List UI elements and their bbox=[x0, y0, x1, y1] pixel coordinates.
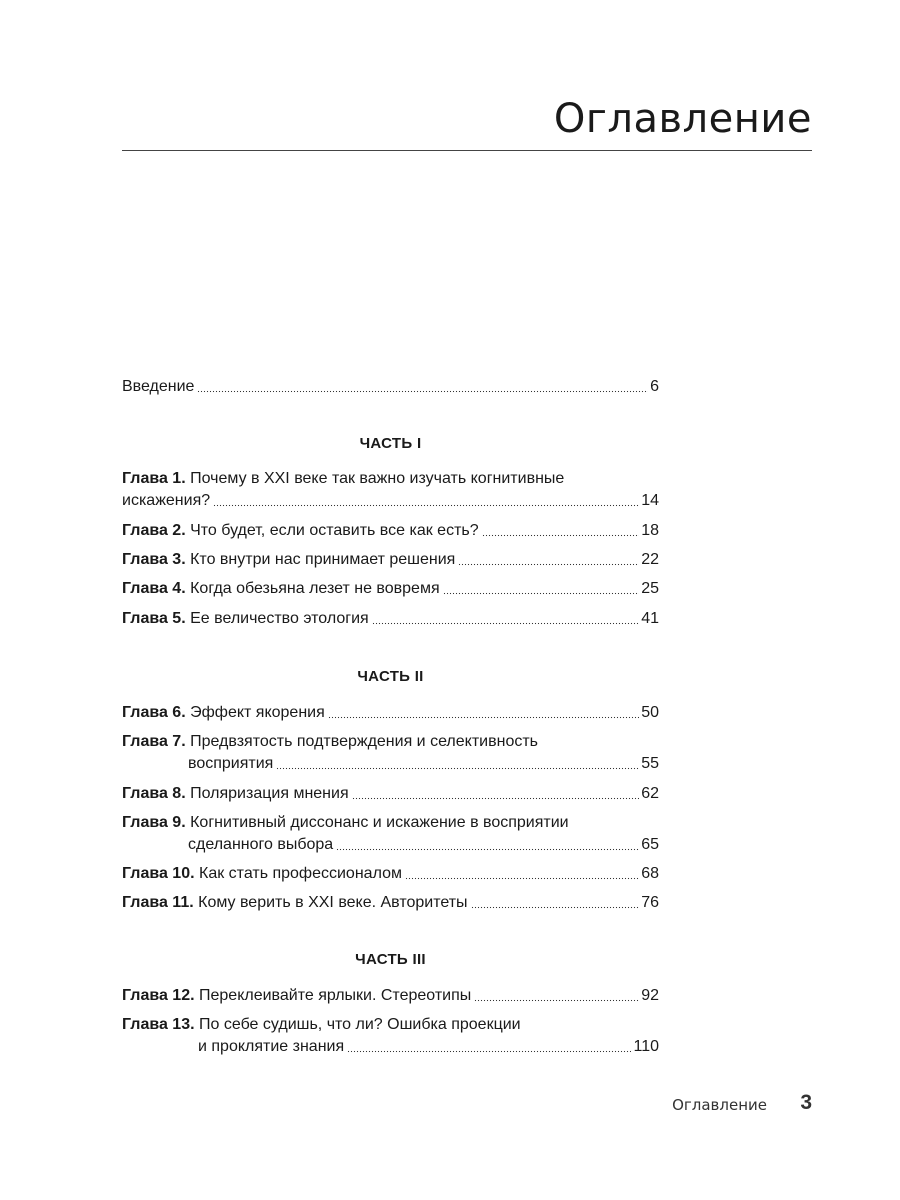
toc-entry-chapter-10[interactable] bbox=[122, 863, 659, 885]
toc-entry-chapter-1[interactable] bbox=[122, 468, 659, 512]
chapter-number: Глава 10. bbox=[122, 865, 195, 882]
part-heading-2: ЧАСТЬ II bbox=[357, 668, 424, 685]
entry-page: 6 bbox=[650, 378, 659, 395]
chapter-number: Глава 7. bbox=[122, 733, 186, 750]
toc-entry-chapter-12[interactable] bbox=[122, 985, 659, 1007]
part-heading-1: ЧАСТЬ I bbox=[359, 435, 422, 452]
chapter-title: Поляризация мнения bbox=[190, 785, 349, 802]
chapter-title: Когнитивный диссонанс и искажение в восприятии bbox=[190, 814, 569, 831]
chapter-number: Глава 8. bbox=[122, 785, 186, 802]
entry-page: 68 bbox=[641, 865, 659, 882]
chapter-title: Кто внутри нас принимает решения bbox=[190, 551, 456, 568]
chapter-number: Глава 3. bbox=[122, 551, 186, 568]
chapter-title: Предвзятость подтверждения и селективность bbox=[190, 733, 539, 750]
chapter-number: Глава 9. bbox=[122, 814, 186, 831]
leader-dots bbox=[482, 534, 640, 537]
entry-page: 110 bbox=[633, 1038, 659, 1055]
chapter-number: Глава 13. bbox=[122, 1016, 195, 1033]
title-divider bbox=[122, 150, 812, 151]
toc-entry-chapter-7[interactable] bbox=[122, 731, 659, 775]
chapter-title: Как стать профессионалом bbox=[199, 865, 402, 882]
toc-entry-chapter-9[interactable] bbox=[122, 812, 659, 856]
chapter-title: Кому верить в XXI веке. Авторитеты bbox=[198, 894, 468, 911]
entry-page: 22 bbox=[641, 551, 659, 568]
toc-entry-chapter-13[interactable] bbox=[122, 1014, 659, 1058]
leader-dots bbox=[458, 563, 639, 566]
page-title: Оглавление bbox=[553, 96, 812, 142]
chapter-number: Глава 5. bbox=[122, 610, 186, 627]
entry-page: 62 bbox=[641, 785, 659, 802]
toc-entry-chapter-5[interactable] bbox=[122, 608, 659, 630]
chapter-number: Глава 1. bbox=[122, 470, 186, 487]
chapter-number: Глава 12. bbox=[122, 987, 195, 1004]
entry-page: 41 bbox=[641, 610, 659, 627]
chapter-title: Эффект якорения bbox=[190, 704, 325, 721]
leader-dots bbox=[336, 848, 639, 851]
chapter-title-continued: искажения? bbox=[122, 492, 211, 509]
entry-page: 50 bbox=[641, 704, 659, 721]
toc-entry-chapter-8[interactable] bbox=[122, 783, 659, 805]
entry-page: 14 bbox=[641, 492, 659, 509]
leader-dots bbox=[443, 592, 640, 595]
leader-dots bbox=[352, 797, 640, 800]
leader-dots bbox=[276, 767, 639, 770]
chapter-title-continued: сделанного выбора bbox=[188, 836, 334, 853]
leader-dots bbox=[328, 716, 639, 719]
toc-entry-chapter-11[interactable] bbox=[122, 892, 659, 914]
running-footer-title: Оглавление bbox=[672, 1096, 767, 1114]
leader-dots bbox=[471, 906, 640, 909]
chapter-title-continued: восприятия bbox=[188, 755, 274, 772]
leader-dots bbox=[405, 877, 639, 880]
chapter-title: Когда обезьяна лезет не вовремя bbox=[190, 580, 440, 597]
leader-dots bbox=[474, 999, 639, 1002]
toc-entry-chapter-6[interactable] bbox=[122, 702, 659, 724]
entry-page: 25 bbox=[641, 580, 659, 597]
leader-dots bbox=[347, 1050, 631, 1053]
entry-page: 76 bbox=[641, 894, 659, 911]
leader-dots bbox=[213, 504, 639, 507]
entry-page: 55 bbox=[641, 755, 659, 772]
page-number: 3 bbox=[800, 1091, 812, 1114]
chapter-title: Что будет, если оставить все как есть? bbox=[190, 522, 479, 539]
chapter-title: По себе судишь, что ли? Ошибка проекции bbox=[199, 1016, 521, 1033]
entry-label: Введение bbox=[122, 378, 195, 395]
chapter-number: Глава 6. bbox=[122, 704, 186, 721]
chapter-number: Глава 2. bbox=[122, 522, 186, 539]
toc-entry-chapter-2[interactable] bbox=[122, 520, 659, 542]
toc-entry-intro[interactable] bbox=[122, 376, 659, 398]
chapter-number: Глава 11. bbox=[122, 894, 194, 911]
chapter-title: Ее величество этология bbox=[190, 610, 369, 627]
toc-entry-chapter-4[interactable] bbox=[122, 578, 659, 600]
entry-page: 18 bbox=[641, 522, 659, 539]
chapter-title: Почему в XXI веке так важно изучать когнитивные bbox=[190, 470, 565, 487]
entry-page: 92 bbox=[641, 987, 659, 1004]
entry-page: 65 bbox=[641, 836, 659, 853]
chapter-number: Глава 4. bbox=[122, 580, 186, 597]
chapter-title-continued: и проклятие знания bbox=[198, 1038, 345, 1055]
leader-dots bbox=[197, 390, 648, 393]
part-heading-3: ЧАСТЬ III bbox=[355, 951, 426, 968]
chapter-title: Переклеивайте ярлыки. Стереотипы bbox=[199, 987, 472, 1004]
toc-entry-chapter-3[interactable] bbox=[122, 549, 659, 571]
leader-dots bbox=[372, 622, 640, 625]
